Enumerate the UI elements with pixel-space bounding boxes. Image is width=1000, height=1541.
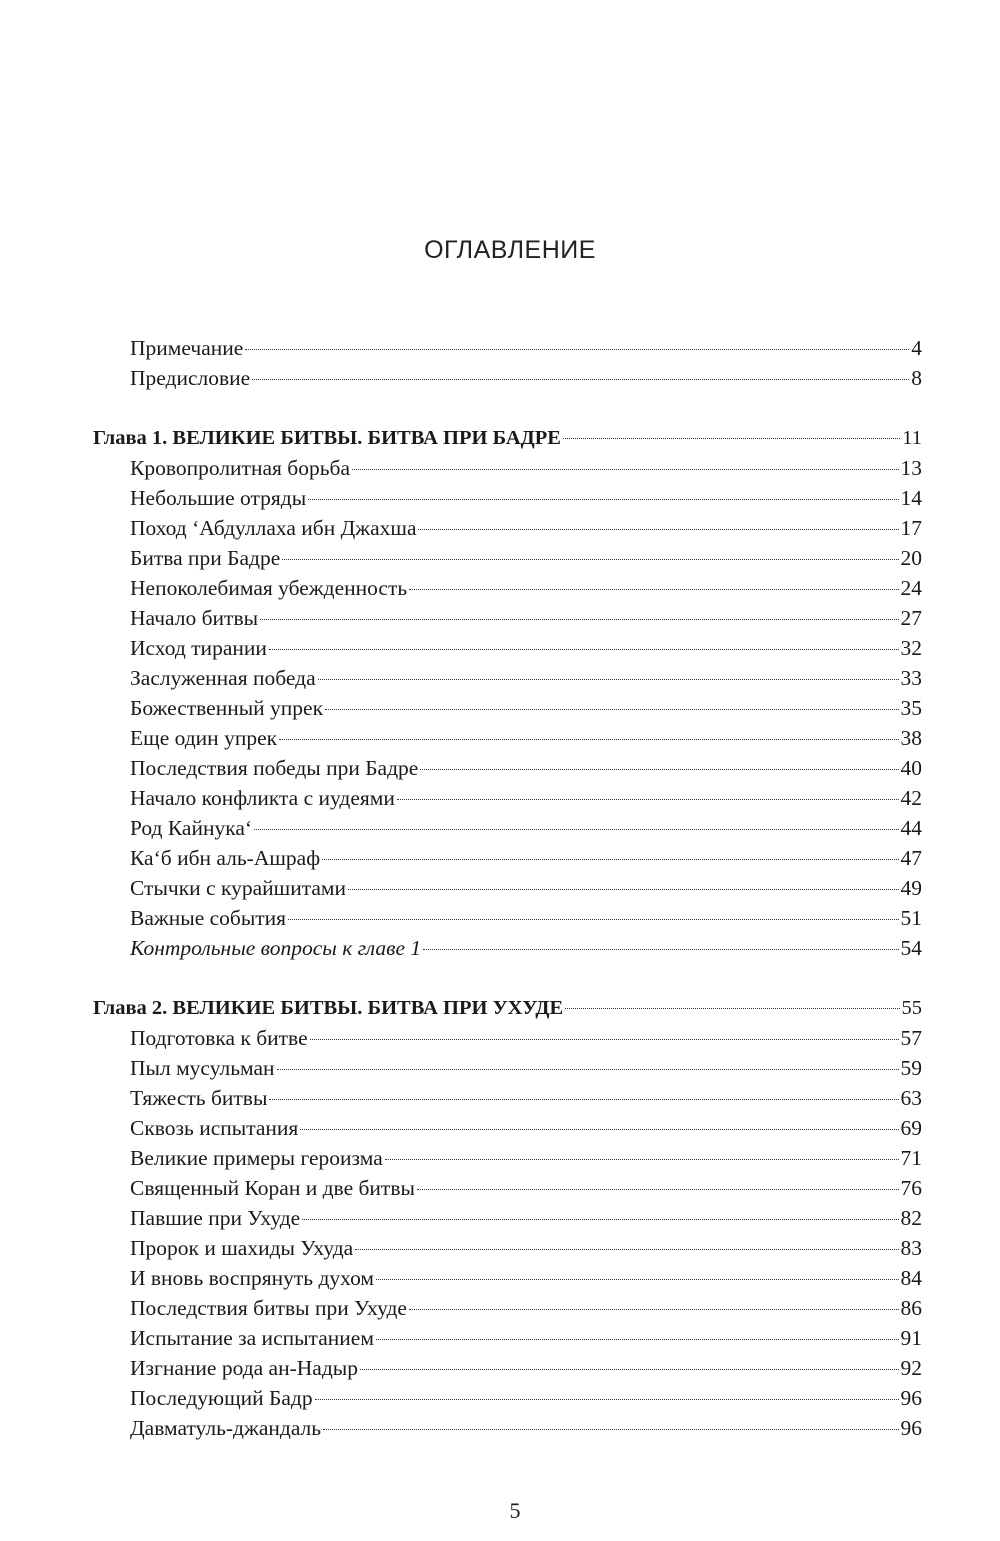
toc-entry-label: Пыл мусульман [130, 1056, 275, 1080]
toc-entry-page: 54 [900, 936, 922, 960]
toc-entry-label: И вновь воспрянуть духом [130, 1266, 375, 1290]
toc-entry-label: Поход ‘Абдуллаха ибн Джахша [130, 516, 417, 540]
toc-entry[interactable] [130, 1353, 922, 1383]
dot-leader [318, 679, 899, 680]
dot-leader [315, 1399, 899, 1400]
dot-leader [325, 709, 898, 710]
dot-leader [269, 649, 899, 650]
dot-leader [260, 619, 898, 620]
toc-entry[interactable] [130, 633, 922, 663]
toc-entry[interactable] [130, 1143, 922, 1173]
toc-entry-label: Последствия битвы при Ухуде [130, 1296, 407, 1320]
toc-entry[interactable] [130, 663, 922, 693]
toc-chapter-1-heading[interactable] [93, 423, 922, 453]
toc-entry-page: 24 [900, 576, 922, 600]
toc-entry-label: Важные события [130, 906, 287, 930]
toc-entry-page: 51 [900, 906, 922, 930]
toc-entry-label: Кровопролитная борьба [130, 456, 350, 480]
toc-entry-label: Небольшие отряды [130, 486, 307, 510]
toc-entry-label: Заслуженная победа [130, 666, 316, 690]
toc-entry-page: 49 [900, 876, 922, 900]
toc-entry-page: 33 [900, 666, 922, 690]
dot-leader [563, 438, 900, 439]
dot-leader [323, 1429, 898, 1430]
dot-leader [397, 799, 899, 800]
toc-entry-page: 96 [900, 1386, 922, 1410]
toc-entry-page: 13 [900, 456, 922, 480]
dot-leader [360, 1369, 899, 1370]
toc-entry-label: Последующий Бадр [130, 1386, 313, 1410]
toc-entry-label: Исход тирании [130, 636, 267, 660]
dot-leader [269, 1099, 898, 1100]
toc-entry-page: 32 [900, 636, 922, 660]
toc-entry-page: 96 [900, 1416, 922, 1440]
toc-entry-label: Ка‘б ибн аль-Ашраф [130, 846, 321, 870]
toc-entry-label: Еще один упрек [130, 726, 278, 750]
toc-entry[interactable] [130, 813, 922, 843]
toc-entry-notes[interactable] [130, 333, 922, 363]
toc-entry-page: 27 [900, 606, 922, 630]
toc-entry[interactable] [130, 453, 922, 483]
dot-leader [355, 1249, 898, 1250]
toc-entry-page: 84 [900, 1266, 922, 1290]
toc-entry-page: 14 [900, 486, 922, 510]
toc-entry-page: 17 [900, 516, 922, 540]
toc-entry-page: 69 [900, 1116, 922, 1140]
dot-leader [352, 469, 899, 470]
toc-entry[interactable] [130, 873, 922, 903]
toc-entry[interactable] [130, 1413, 922, 1443]
dot-leader [376, 1279, 898, 1280]
chapter-title: Глава 1. ВЕЛИКИЕ БИТВЫ. БИТВА ПРИ БАДРЕ [93, 427, 561, 449]
toc-entry-page: 55 [901, 997, 922, 1019]
toc-entry-label: Давматуль-джандаль [130, 1416, 322, 1440]
toc-entry[interactable] [130, 513, 922, 543]
toc-entry-page: 11 [902, 427, 922, 449]
toc-entry-page: 71 [900, 1146, 922, 1170]
dot-leader [302, 1219, 898, 1220]
toc-entry-page: 86 [900, 1296, 922, 1320]
dot-leader [565, 1008, 899, 1009]
toc-entry[interactable] [130, 1023, 922, 1053]
dot-leader [310, 1039, 899, 1040]
dot-leader [322, 859, 898, 860]
toc-entry[interactable] [130, 603, 922, 633]
dot-leader [420, 769, 898, 770]
toc-entry-label: Испытание за испытанием [130, 1326, 374, 1350]
dot-leader [252, 379, 909, 380]
toc-entry-label: Стычки с курайшитами [130, 876, 347, 900]
toc-entry-label: Сквозь испытания [130, 1116, 299, 1140]
dot-leader [376, 1339, 899, 1340]
dot-leader [423, 949, 898, 950]
toc-entry-label: Пророк и шахиды Ухуда [130, 1236, 354, 1260]
toc-entry-label: Род Кайнука‘ [130, 816, 253, 840]
toc-entry-page: 4 [911, 336, 922, 360]
toc-entry-page: 83 [900, 1236, 922, 1260]
toc-entry-label: Битва при Бадре [130, 546, 281, 570]
toc-entry-label: Подготовка к битве [130, 1026, 308, 1050]
dot-leader [300, 1129, 898, 1130]
toc-entry-page: 35 [900, 696, 922, 720]
toc-entry[interactable] [130, 1173, 922, 1203]
dot-leader [288, 919, 898, 920]
toc-entry-page: 91 [900, 1326, 922, 1350]
toc-entry-label: Великие примеры героизма [130, 1146, 383, 1170]
toc-entry[interactable] [130, 693, 922, 723]
toc-entry[interactable] [130, 843, 922, 873]
toc-entry-label: Предисловие [130, 366, 251, 390]
toc-entry-label: Контрольные вопросы к главе 1 [130, 936, 422, 960]
toc-entry-label: Изгнание рода ан-Надыр [130, 1356, 358, 1380]
toc-entry-label: Последствия победы при Бадре [130, 756, 419, 780]
toc-entry[interactable] [130, 483, 922, 513]
dot-leader [418, 529, 898, 530]
toc-entry[interactable] [130, 903, 922, 933]
toc-entry-page: 92 [900, 1356, 922, 1380]
toc-entry-review-questions[interactable] [130, 933, 922, 963]
toc-entry[interactable] [130, 1203, 922, 1233]
dot-leader [417, 1189, 899, 1190]
toc-entry-page: 57 [900, 1026, 922, 1050]
toc-entry[interactable] [130, 1323, 922, 1353]
toc-entry-label: Начало битвы [130, 606, 259, 630]
toc-entry[interactable] [130, 783, 922, 813]
toc-entry-label: Божественный упрек [130, 696, 324, 720]
toc-entry[interactable] [130, 723, 922, 753]
chapter-title: Глава 2. ВЕЛИКИЕ БИТВЫ. БИТВА ПРИ УХУДЕ [93, 997, 564, 1019]
dot-leader [409, 589, 898, 590]
toc-entry-label: Священный Коран и две битвы [130, 1176, 415, 1200]
toc-entry-page: 20 [900, 546, 922, 570]
page-title: ОГЛАВЛЕНИЕ [424, 236, 596, 264]
toc-entry-page: 63 [900, 1086, 922, 1110]
toc-entry-label: Примечание [130, 336, 244, 360]
toc-entry-page: 59 [900, 1056, 922, 1080]
toc-entry[interactable] [130, 1053, 922, 1083]
toc-entry[interactable] [130, 1263, 922, 1293]
dot-leader [254, 829, 898, 830]
toc-entry[interactable] [130, 543, 922, 573]
toc-entry-page: 47 [900, 846, 922, 870]
toc-entry-preface[interactable] [130, 363, 922, 393]
toc-entry-label: Тяжесть битвы [130, 1086, 268, 1110]
toc-entry[interactable] [130, 1083, 922, 1113]
toc-entry-label: Непоколебимая убежденность [130, 576, 408, 600]
dot-leader [308, 499, 898, 500]
page-number: 5 [509, 1498, 521, 1523]
dot-leader [245, 349, 909, 350]
toc-entry[interactable] [130, 573, 922, 603]
dot-leader [409, 1309, 899, 1310]
toc-entry[interactable] [130, 1383, 922, 1413]
toc-entry-label: Начало конфликта с иудеями [130, 786, 395, 810]
toc-chapter-2-heading[interactable] [93, 993, 922, 1023]
toc-entry-page: 82 [900, 1206, 922, 1230]
toc-entry[interactable] [130, 1113, 922, 1143]
toc-entry-page: 44 [900, 816, 922, 840]
toc-entry[interactable] [130, 1233, 922, 1263]
dot-leader [279, 739, 898, 740]
dot-leader [348, 889, 898, 890]
toc-entry-page: 42 [900, 786, 922, 810]
dot-leader [277, 1069, 899, 1070]
dot-leader [282, 559, 898, 560]
toc-entry-page: 8 [911, 366, 922, 390]
toc-entry-page: 38 [900, 726, 922, 750]
toc-entry-page: 40 [900, 756, 922, 780]
dot-leader [385, 1159, 899, 1160]
toc-entry-label: Павшие при Ухуде [130, 1206, 301, 1230]
toc-entry-page: 76 [900, 1176, 922, 1200]
toc-entry[interactable] [130, 1293, 922, 1323]
toc-entry[interactable] [130, 753, 922, 783]
